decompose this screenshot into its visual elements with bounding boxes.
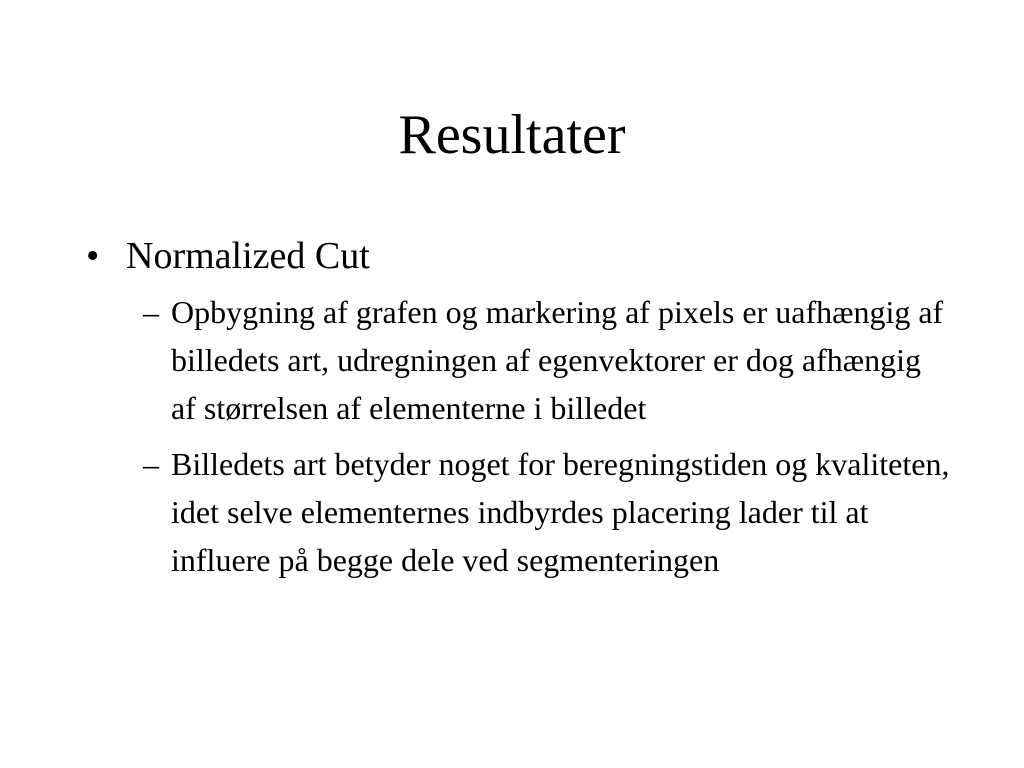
bullet-marker: • bbox=[86, 235, 100, 277]
sub-bullet-list bbox=[0, 288, 1024, 584]
bullet-text: Normalized Cut bbox=[126, 235, 370, 277]
sub-bullet-text: Opbygning af grafen og markering af pixels er uafhængig af billedets art, udregningen af egenvektorer er dog afhængig af størrelsen af elementerne i billedet bbox=[171, 294, 944, 426]
sub-bullet-text: Billedets art betyder noget for beregningstiden og kvaliteten, idet selve elementernes indbyrdes placering lader til at influere på begge dele ved segmenteringen bbox=[171, 446, 950, 578]
dash-marker: – bbox=[143, 294, 159, 330]
sub-bullet-item bbox=[143, 440, 951, 584]
dash-marker: – bbox=[143, 446, 159, 482]
bullet-item bbox=[86, 232, 1024, 280]
slide-title: Resultater bbox=[398, 104, 626, 166]
slide-content bbox=[0, 232, 1024, 592]
sub-bullet-item bbox=[143, 288, 951, 432]
